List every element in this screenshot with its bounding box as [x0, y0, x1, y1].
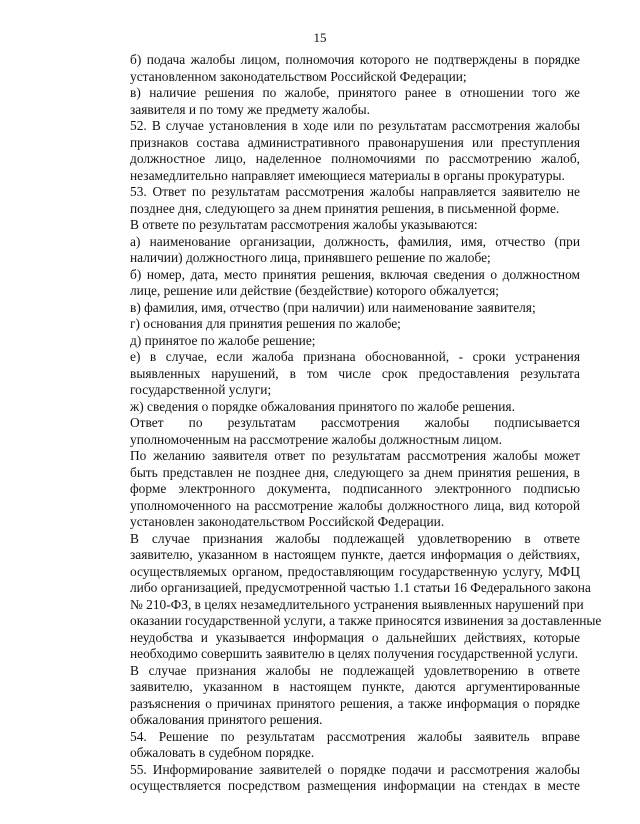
text-line: либо организацией, предусмотренной частью 1.1 статьи 16 Федерального закона [130, 580, 591, 595]
paragraph-p5 [106, 217, 580, 234]
text-line: неудобства и указывается информация о дальнейших действиях, которые [130, 629, 580, 645]
text-line: е) в случае, если жалоба признана обоснованной, - сроки устранения [130, 349, 580, 364]
paragraph-p13 [106, 415, 580, 448]
text-line: д) принятое по жалобе решение; [130, 332, 316, 348]
text-line: № 210-ФЗ, в целях незамедлительного устранения выявленных нарушений при [130, 596, 584, 612]
paragraph-p17 [106, 729, 580, 762]
paragraph-p2 [106, 85, 580, 118]
text-line: ж) сведения о порядке обжалования принятого по жалобе решения. [130, 398, 515, 414]
paragraph-p1 [106, 52, 580, 85]
paragraph-p18 [106, 762, 580, 795]
text-line: г) основания для принятия решения по жалобе; [130, 316, 401, 331]
paragraph-p3 [106, 118, 580, 184]
paragraph-p7 [106, 267, 580, 300]
text-line: б) номер, дата, место принятия решения, включая сведения о должностном [130, 266, 580, 282]
text-line: По желанию заявителя ответ по результатам рассмотрения жалобы может [130, 448, 580, 463]
text-line: б) подача жалобы лицом, полномочия которого не подтверждены в порядке [130, 52, 580, 67]
text-line: в) наличие решения по жалобе, принятого ранее в отношении того же [130, 85, 580, 100]
text-line: заявителя и по тому же предмету жалобы. [130, 101, 371, 117]
text-line: уполномоченного на рассмотрение жалобы должностного лица, вид которой [130, 497, 580, 513]
paragraph-p11 [106, 349, 580, 399]
paragraph-p16 [106, 663, 580, 729]
paragraph-p10 [106, 333, 580, 350]
text-line: осуществляется посредством размещения информации на стендах в месте [130, 778, 580, 793]
text-line: быть представлен не позднее дня, следующего за днем принятия решения, в [130, 464, 580, 480]
text-line: а) наименование организации, должность, фамилия, имя, отчество (при [130, 233, 580, 249]
text-line: осуществляемых органом, предоставляющим государственную услугу, МФЦ [130, 563, 580, 579]
text-line: 55. Информирование заявителей о порядке подачи и рассмотрения жалобы [130, 761, 580, 777]
text-line: должностное лицо, наделенное полномочиями по рассмотрению жалоб, [130, 151, 580, 166]
text-line: заявителю, указанном в настоящем пункте, даются аргументированные [130, 679, 580, 694]
paragraph-p15 [106, 530, 602, 663]
text-line: признаков состава административного правонарушения или преступления [130, 134, 580, 150]
text-line: необходимо совершить заявителю в целях получения государственной услуги. [130, 646, 579, 661]
paragraph-p4 [106, 184, 580, 217]
text-line: установленном законодательством Российской Федерации; [130, 68, 467, 84]
text-line: лице, решение или действие (бездействие) которого обжалуется; [130, 283, 500, 298]
paragraph-p14 [106, 448, 580, 531]
text-line: В случае признания жалобы подлежащей удовлетворению в ответе [130, 530, 580, 546]
paragraph-p8 [106, 300, 580, 317]
paragraph-p9 [106, 316, 580, 333]
text-line: в) фамилия, имя, отчество (при наличии) или наименование заявителя; [130, 299, 536, 315]
text-line: форме электронного документа, подписанного электронного подписью [130, 481, 580, 496]
paragraph-p6 [106, 234, 580, 267]
text-line: 54. Решение по результатам рассмотрения жалобы заявитель вправе [130, 728, 580, 744]
text-line: 52. В случае установления в ходе или по результатам рассмотрения жалобы [130, 118, 580, 133]
text-line: незамедлительно направляет имеющиеся материалы в органы прокуратуры. [130, 167, 565, 183]
text-line: разъяснения о причинах принятого решения, а также информация о порядке [130, 695, 580, 711]
text-line: обжалования принятого решения. [130, 712, 323, 727]
text-line: В ответе по результатам рассмотрения жалобы указываются: [130, 217, 478, 232]
text-line: наличии) должностного лица, принявшего решение по жалобе; [130, 250, 491, 265]
text-line: оказании государственной услуги, а также приносятся извинения за доставленные [130, 613, 602, 628]
text-line: обжаловать в судебном порядке. [130, 745, 315, 760]
text-line: государственной услуги; [130, 382, 272, 397]
text-line: позднее дня, следующего за днем принятия решения, в письменной форме. [130, 200, 560, 216]
page-number: 15 [313, 30, 327, 45]
text-line: выявленных нарушений, в том числе срок предоставления результата [130, 365, 580, 381]
document-body [106, 52, 602, 795]
text-line: Ответ по результатам рассмотрения жалобы подписывается [130, 415, 580, 430]
text-line: заявителю, указанном в настоящем пункте, дается информация о действиях, [130, 547, 580, 562]
text-line: В случае признания жалобы не подлежащей удовлетворению в ответе [130, 662, 580, 678]
text-line: уполномоченным на рассмотрение жалобы должностным лицом. [130, 431, 502, 447]
text-line: установлен законодательством Российской Федерации. [130, 514, 445, 529]
text-line: 53. Ответ по результатам рассмотрения жалобы направляется заявителю не [130, 184, 580, 199]
paragraph-p12 [106, 399, 580, 416]
